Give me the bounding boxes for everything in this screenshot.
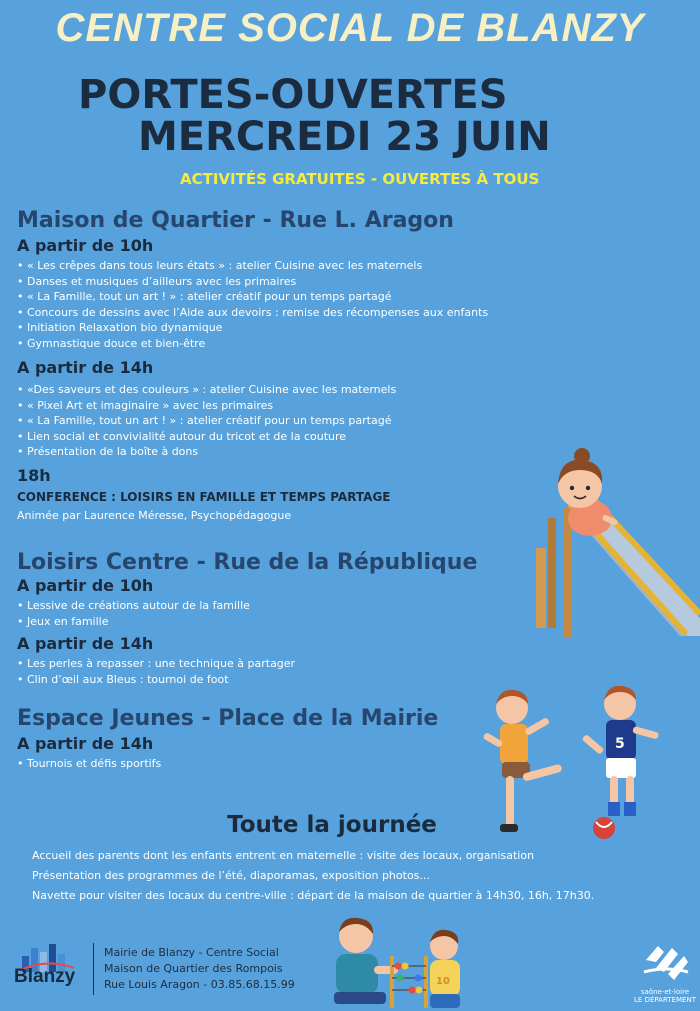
time-heading: A partir de 14h xyxy=(17,358,154,377)
jersey-number: 10 xyxy=(436,976,450,987)
list-item: • Initiation Relaxation bio dynamique xyxy=(17,320,488,336)
time-heading: A partir de 14h xyxy=(17,734,154,753)
conference-title: CONFERENCE : LOISIRS EN FAMILLE ET TEMPS PARTAGE xyxy=(17,490,391,504)
list-item: • «Des saveurs et des couleurs » : atelier Cuisine avec les maternels xyxy=(17,382,396,398)
activity-list xyxy=(17,598,250,629)
all-day-title: Toute la journée xyxy=(227,812,437,838)
all-day-list xyxy=(32,846,594,906)
activity-list xyxy=(17,756,161,772)
footer-divider xyxy=(93,943,94,995)
jersey-number: 5 xyxy=(615,736,625,752)
list-item: • Clin d’œil aux Bleus : tournoi de foot xyxy=(17,672,295,688)
list-item: • Jeux en famille xyxy=(17,614,250,630)
tagline: ACTIVITÉS GRATUITES - OUVERTES À TOUS xyxy=(180,170,540,188)
list-item: • « La Famille, tout un art ! » : atelier créatif pour un temps partagé xyxy=(17,413,396,429)
event-title-line2: MERCREDI 23 JUIN xyxy=(138,114,551,160)
footer-line: Mairie de Blanzy - Centre Social xyxy=(104,946,279,959)
list-item: • Tournois et défis sportifs xyxy=(17,756,161,772)
department-name: saône-et-loire xyxy=(640,988,690,996)
list-item: • Gymnastique douce et bien-être xyxy=(17,336,488,352)
event-title-line1: PORTES-OUVERTES xyxy=(78,72,508,118)
list-item: • « La Famille, tout un art ! » : atelier créatif pour un temps partagé xyxy=(17,289,488,305)
organization-title: CENTRE SOCIAL DE BLANZY xyxy=(55,6,645,50)
activity-list xyxy=(17,382,396,460)
children-playing-abacus-illustration xyxy=(326,912,466,1011)
blanzy-logo-text: Blanzy xyxy=(14,966,76,987)
list-item: • Danses et musiques d’ailleurs avec les primaires xyxy=(17,274,488,290)
list-item: • « Pixel Art et imaginaire » avec les primaires xyxy=(17,398,396,414)
time-heading: A partir de 10h xyxy=(17,576,154,595)
boys-playing-football-illustration xyxy=(482,682,690,846)
department-logo-icon xyxy=(642,942,690,986)
conference-speaker: Animée par Laurence Méresse, Psychopédagogue xyxy=(17,509,292,522)
time-heading: A partir de 14h xyxy=(17,634,154,653)
activity-list xyxy=(17,258,488,352)
department-logo-text xyxy=(630,988,700,1004)
list-item: • Présentation de la boîte à dons xyxy=(17,444,396,460)
list-item: Accueil des parents dont les enfants entrent en maternelle : visite des locaux, organisation xyxy=(32,849,535,862)
list-item: • Les perles à repasser : une technique à partager xyxy=(17,656,295,672)
department-subtitle: LE DÉPARTEMENT xyxy=(634,996,696,1004)
list-item: Présentation des programmes de l’été, diaporamas, exposition photos... xyxy=(32,869,430,882)
venue-title-loisirs-centre: Loisirs Centre - Rue de la République xyxy=(17,550,478,575)
list-item: Navette pour visiter des locaux du centre-ville : départ de la maison de quartier à 14h30, 16h, 17h30. xyxy=(32,889,595,902)
time-heading: A partir de 10h xyxy=(17,236,154,255)
footer-contact xyxy=(104,945,295,993)
list-item: • Lessive de créations autour de la famille xyxy=(17,598,250,614)
footer-line: Maison de Quartier des Rompois xyxy=(104,962,283,975)
venue-title-maison-de-quartier: Maison de Quartier - Rue L. Aragon xyxy=(17,208,454,233)
list-item: • « Les crêpes dans tous leurs états » : atelier Cuisine avec les maternels xyxy=(17,258,488,274)
time-heading: 18h xyxy=(17,466,51,485)
footer-line: Rue Louis Aragon - 03.85.68.15.99 xyxy=(104,978,295,991)
girl-on-slide-illustration xyxy=(520,448,700,640)
list-item: • Concours de dessins avec l’Aide aux devoirs : remise des récompenses aux enfants xyxy=(17,305,488,321)
list-item: • Lien social et convivialité autour du tricot et de la couture xyxy=(17,429,396,445)
activity-list xyxy=(17,656,295,687)
venue-title-espace-jeunes: Espace Jeunes - Place de la Mairie xyxy=(17,706,439,731)
